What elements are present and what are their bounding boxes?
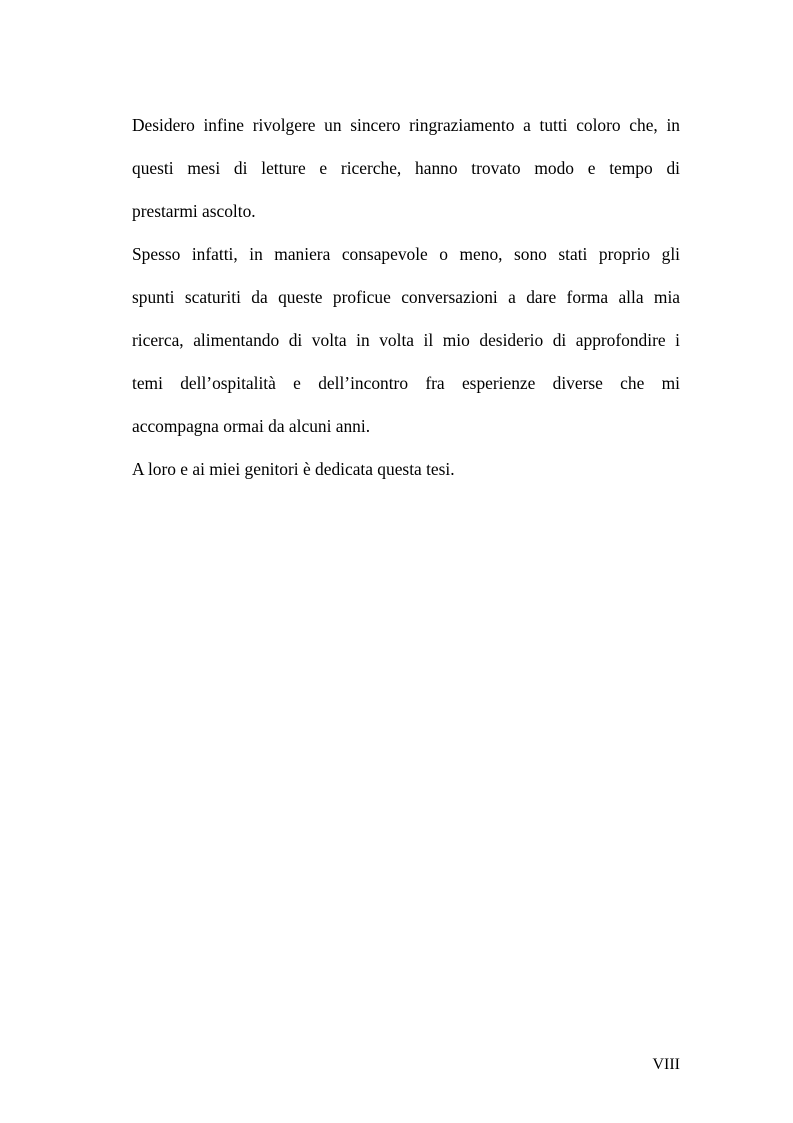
text-line: Spesso infatti, in maniera consapevole o meno, sono stati proprio gli xyxy=(132,244,680,264)
text-line: accompagna ormai da alcuni anni. xyxy=(132,416,371,436)
text-line: spunti scaturiti da queste proficue conversazioni a dare forma alla mia xyxy=(132,287,680,307)
page-number: VIII xyxy=(652,1056,680,1073)
text-line: questi mesi di letture e ricerche, hanno trovato modo e tempo di xyxy=(132,158,680,178)
text-line: prestarmi ascolto. xyxy=(132,201,256,221)
text-line: Desidero infine rivolgere un sincero ringraziamento a tutti coloro che, in xyxy=(132,115,680,135)
paragraph-2 xyxy=(132,240,680,455)
text-line: A loro e ai miei genitori è dedicata questa tesi. xyxy=(132,459,455,479)
text-line: temi dell’ospitalità e dell’incontro fra esperienze diverse che mi xyxy=(132,373,680,393)
text-line: ricerca, alimentando di volta in volta il mio desiderio di approfondire i xyxy=(132,330,680,350)
paragraph-1 xyxy=(132,111,680,240)
acknowledgement-text xyxy=(132,111,680,498)
paragraph-3 xyxy=(132,455,680,498)
